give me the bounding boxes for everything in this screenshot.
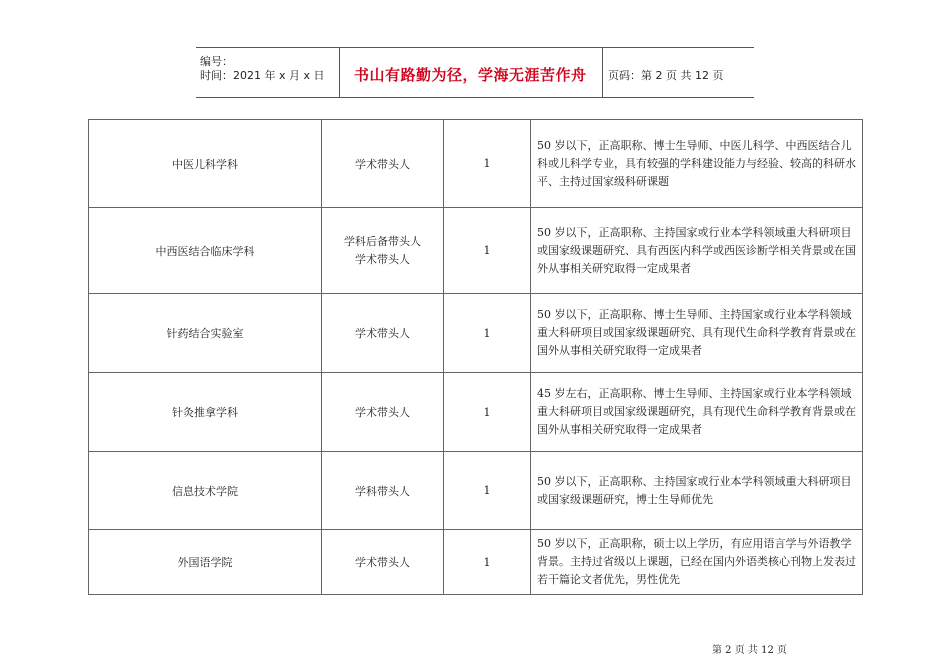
position-cell: 学术带头人 [322, 530, 444, 595]
header-motto-cell [339, 48, 603, 97]
position-text: 学科后备带头人 学术带头人 [344, 234, 421, 266]
time-label: 时间：2021 年 x 月 x 日 [200, 69, 325, 82]
discipline-cell: 外国语学院 [89, 530, 322, 595]
requirement-cell: 45 岁左右，正高职称、博士生导师、主持国家或行业本学科领域重大科研项目或国家级课题研究，具有现代生命科学教育背景或在国外从事相关研究取得一定成果者 [531, 373, 863, 452]
position-cell [322, 208, 444, 294]
requirement-cell: 50 岁以下，正高职称、主持国家或行业本学科领域重大科研项目或国家级课题研究、具有西医内科学或西医诊断学相关背景或在国外从事相关研究取得一定成果者 [531, 208, 863, 294]
position-cell: 学术带头人 [322, 294, 444, 373]
discipline-cell: 信息技术学院 [89, 452, 322, 530]
header-page-cell [603, 48, 754, 97]
table-row [89, 373, 863, 452]
page-header [196, 47, 754, 98]
discipline-cell: 中医儿科学科 [89, 120, 322, 208]
position-cell: 学术带头人 [322, 373, 444, 452]
position-cell: 学术带头人 [322, 120, 444, 208]
requirement-cell: 50 岁以下，正高职称，硕士以上学历，有应用语言学与外语教学背景。主持过省级以上课题，已经在国内外语类核心刊物上发表过若干篇论文者优先，男性优先 [531, 530, 863, 595]
requirement-cell: 50 岁以下，正高职称、博士生导师、中医儿科学、中西医结合儿科或儿科学专业，具有较强的学科建设能力与经验、较高的科研水平、主持过国家级科研课题 [531, 120, 863, 208]
requirement-cell: 50 岁以下，正高职称、主持国家或行业本学科领域重大科研项目或国家级课题研究，博士生导师优先 [531, 452, 863, 530]
number-label: 编号： [200, 55, 233, 68]
table-row [89, 452, 863, 530]
requirement-cell: 50 岁以下，正高职称、博士生导师、主持国家或行业本学科领域重大科研项目或国家级课题研究、具有现代生命科学教育背景或在国外从事相关研究取得一定成果者 [531, 294, 863, 373]
recruitment-table [88, 119, 863, 595]
header-info-cell [196, 48, 339, 97]
table-row [89, 208, 863, 294]
page-footer: 第 2 页 共 12 页 [712, 645, 787, 656]
position-cell: 学科带头人 [322, 452, 444, 530]
table-row [89, 294, 863, 373]
count-cell: 1 [444, 120, 531, 208]
table-row [89, 120, 863, 208]
count-cell: 1 [444, 294, 531, 373]
discipline-cell: 中西医结合临床学科 [89, 208, 322, 294]
count-cell: 1 [444, 373, 531, 452]
header-page-label: 页码：第 2 页 共 12 页 [608, 69, 724, 82]
count-cell: 1 [444, 452, 531, 530]
discipline-cell: 针药结合实验室 [89, 294, 322, 373]
count-cell: 1 [444, 530, 531, 595]
count-cell: 1 [444, 208, 531, 294]
table-row [89, 530, 863, 595]
discipline-cell: 针灸推拿学科 [89, 373, 322, 452]
motto-text: 书山有路勤为径，学海无涯苦作舟 [354, 66, 587, 84]
